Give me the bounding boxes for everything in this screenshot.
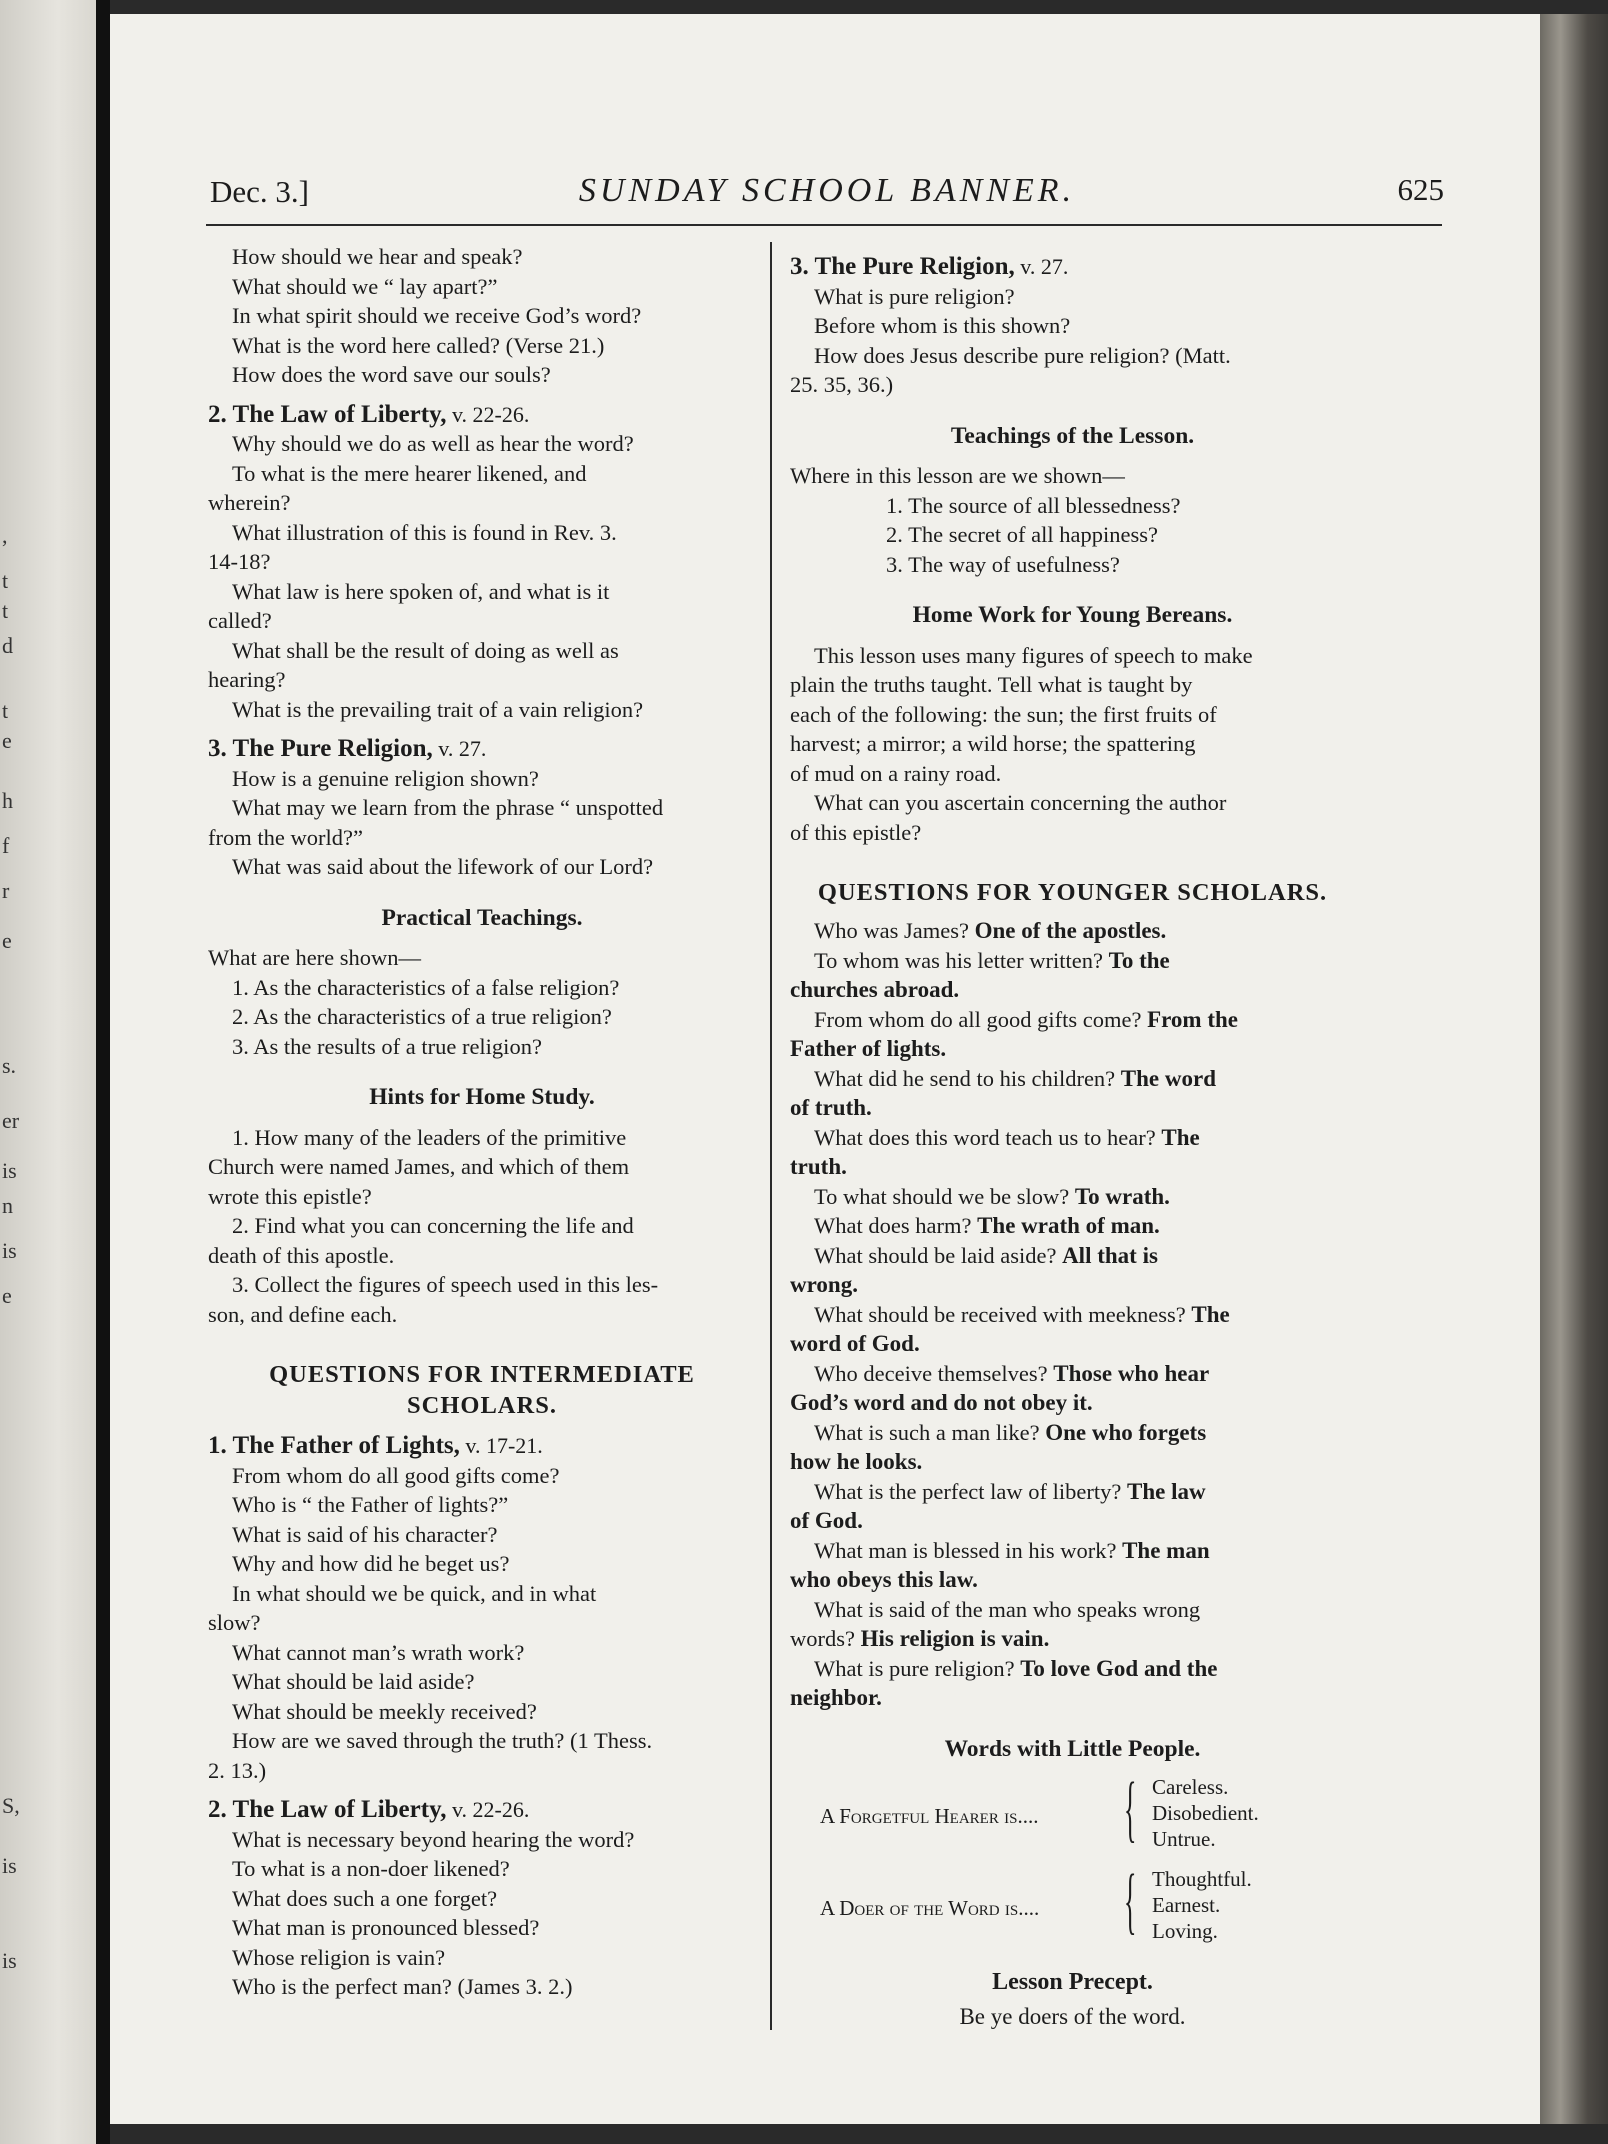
- question-answer-line: [790, 1241, 1355, 1271]
- question-line: What may we learn from the phrase “ unspotted: [232, 795, 664, 820]
- question-answer-line: [790, 1300, 1355, 1330]
- brace-item: Thoughtful.: [1152, 1867, 1252, 1891]
- question-line: What was said about the lifework of our Lord?: [232, 854, 654, 879]
- answer-text: One who forgets: [1045, 1419, 1207, 1445]
- continuation-line: called?: [208, 608, 272, 633]
- left-column: [208, 242, 756, 2002]
- question-answer-line: [790, 1536, 1355, 1566]
- header-title: SUNDAY SCHOOL BANNER.: [578, 172, 1076, 209]
- question-answer-line: [790, 1359, 1355, 1389]
- answer-line: churches abroad.: [790, 977, 960, 1002]
- section-name: 1. The Father of Lights,: [208, 1432, 460, 1459]
- continuation-line: harvest; a mirror; a wild horse; the spattering: [790, 731, 1196, 756]
- question-line: How does the word save our souls?: [232, 362, 551, 387]
- numbered-item: 2. The secret of all happiness?: [886, 522, 1158, 547]
- section-name: 2. The Law of Liberty,: [208, 1796, 447, 1823]
- page-stack-edge: [1540, 14, 1608, 2124]
- margin-fragment: S,: [2, 1793, 20, 1818]
- page-number: 625: [1397, 172, 1444, 207]
- brace-symbol: {: [1124, 1860, 1137, 1942]
- answer-line: word of God.: [790, 1331, 920, 1356]
- margin-fragment: er: [2, 1108, 20, 1133]
- continuation-line: plain the truths taught. Tell what is taught by: [790, 672, 1193, 697]
- numbered-item: 1. The source of all blessedness?: [886, 492, 1181, 518]
- question-text: words?: [790, 1626, 855, 1651]
- margin-fragment: h: [2, 788, 13, 813]
- header-date: Dec. 3.]: [210, 174, 309, 209]
- answer-text: His religion is vain.: [860, 1626, 1050, 1651]
- question-line: How should we hear and speak?: [232, 244, 523, 269]
- continuation-line: hearing?: [208, 667, 286, 692]
- answer-line: of God.: [790, 1508, 863, 1533]
- continuation-line: wherein?: [208, 490, 291, 515]
- question-line: What is the word here called? (Verse 21.): [232, 332, 605, 358]
- margin-fragment: ,: [2, 523, 8, 548]
- section-heading: Practical Teachings.: [381, 904, 583, 931]
- margin-fragment: is: [2, 1158, 17, 1183]
- section-name: 2. The Law of Liberty,: [208, 400, 447, 428]
- question-answer-line: [790, 916, 1355, 946]
- question-line: To what is a non-doer likened?: [232, 1856, 510, 1881]
- question-line: In what spirit should we receive God’s word?: [232, 303, 642, 328]
- answer-text: To wrath.: [1074, 1183, 1170, 1209]
- margin-fragment: e: [2, 728, 12, 753]
- question-line: How is a genuine religion shown?: [232, 765, 539, 791]
- question-line: Who is the perfect man? (James 3. 2.): [232, 1974, 573, 1999]
- question-answer-line: [790, 1123, 1355, 1153]
- section-heading: Home Work for Young Bereans.: [912, 602, 1233, 628]
- previous-page-edge: [0, 0, 96, 2144]
- margin-fragment: n: [2, 1193, 13, 1218]
- answer-text: The word: [1120, 1065, 1216, 1091]
- brace-row: [790, 1768, 1355, 1856]
- answer-text: The: [1191, 1301, 1230, 1327]
- document-page: [110, 14, 1540, 2124]
- question-text: What is pure religion?: [814, 1655, 1015, 1681]
- question-text: From whom do all good gifts come?: [814, 1006, 1142, 1032]
- question-line: What is said of his character?: [232, 1521, 498, 1547]
- column-divider: [770, 242, 772, 2030]
- margin-fragment: is: [2, 1238, 17, 1263]
- verse-reference: v. 22-26.: [446, 1797, 530, 1822]
- verse-reference: v. 22-26.: [446, 401, 530, 427]
- section-title: [208, 400, 756, 430]
- answer-line: how he looks.: [790, 1449, 923, 1474]
- lesson-precept-title: Lesson Precept.: [992, 1969, 1153, 1995]
- answer-text: From the: [1147, 1006, 1239, 1032]
- answer-text: To the: [1108, 947, 1170, 973]
- header-rule: [206, 224, 1442, 226]
- brace-label: A Forgetful Hearer is....: [820, 1804, 1039, 1828]
- verse-reference: v. 27.: [432, 736, 487, 761]
- question-answer-line: [790, 1624, 1355, 1654]
- answer-line: God’s word and do not obey it.: [790, 1390, 1093, 1415]
- question-line: What is said of the man who speaks wrong: [814, 1596, 1201, 1622]
- question-line: What cannot man’s wrath work?: [232, 1639, 525, 1665]
- questions-heading: QUESTIONS FOR INTERMEDIATE SCHOLARS.: [269, 1361, 695, 1419]
- brace-item: Disobedient.: [1152, 1801, 1259, 1825]
- question-line: How are we saved through the truth? (1 Thess.: [232, 1728, 653, 1753]
- question-line: Before whom is this shown?: [814, 313, 1071, 338]
- continuation-line: What are here shown—: [208, 945, 422, 970]
- lesson-precept-text: Be ye doers of the word.: [959, 2003, 1186, 2029]
- question-line: What is necessary beyond hearing the word?: [232, 1826, 635, 1852]
- section-name: 3. The Pure Religion,: [790, 253, 1015, 280]
- question-line: What should be laid aside?: [232, 1669, 475, 1694]
- question-line: What should we “ lay apart?”: [232, 273, 498, 299]
- question-line: What law is here spoken of, and what is it: [232, 578, 610, 604]
- section-heading: Hints for Home Study.: [369, 1084, 595, 1110]
- margin-fragment: t: [2, 698, 9, 723]
- question-line: What man is pronounced blessed?: [232, 1915, 540, 1940]
- numbered-item: 1. As the characteristics of a false religion?: [232, 974, 620, 1000]
- numbered-item: 3. As the results of a true religion?: [232, 1033, 542, 1059]
- question-answer-line: [790, 1211, 1355, 1241]
- answer-text: One of the apostles.: [974, 918, 1167, 943]
- question-line: 1. How many of the leaders of the primitive: [232, 1124, 627, 1150]
- brace-item: Loving.: [1152, 1919, 1218, 1943]
- right-column: [790, 242, 1355, 2031]
- question-text: What should be received with meekness?: [814, 1301, 1186, 1327]
- question-line: What can you ascertain concerning the author: [814, 790, 1227, 815]
- answer-text: The law: [1127, 1478, 1206, 1504]
- questions-heading: QUESTIONS FOR YOUNGER SCHOLARS.: [817, 879, 1328, 906]
- continuation-line: slow?: [208, 1610, 261, 1635]
- brace-items: [1152, 1866, 1252, 1944]
- verse-reference: v. 17-21.: [459, 1433, 543, 1458]
- verse-reference: v. 27.: [1014, 254, 1069, 279]
- answer-line: who obeys this law.: [790, 1567, 978, 1592]
- question-text: To whom was his letter written?: [814, 947, 1103, 973]
- answer-text: The: [1161, 1124, 1200, 1150]
- margin-fragment: e: [2, 928, 12, 953]
- answer-line: Father of lights.: [790, 1036, 947, 1061]
- question-line: In what should we be quick, and in what: [232, 1580, 597, 1606]
- continuation-line: son, and define each.: [208, 1301, 398, 1327]
- section-title: [208, 1431, 756, 1461]
- question-line: What shall be the result of doing as well as: [232, 637, 619, 663]
- question-text: What is such a man like?: [814, 1419, 1040, 1445]
- words-little-people-table: [790, 1768, 1355, 1948]
- section-heading: Teachings of the Lesson.: [950, 422, 1195, 449]
- continuation-line: from the world?”: [208, 824, 363, 850]
- answer-text: The wrath of man.: [977, 1213, 1160, 1238]
- brace-item: Careless.: [1152, 1775, 1229, 1799]
- question-line: 2. Find what you can concerning the life and: [232, 1213, 634, 1238]
- question-line: How does Jesus describe pure religion? (Matt.: [814, 342, 1231, 368]
- question-answer-line: [790, 1654, 1355, 1684]
- right-column-text: [790, 252, 1355, 1764]
- question-text: What does harm?: [814, 1213, 972, 1238]
- continuation-line: of mud on a rainy road.: [790, 760, 1002, 786]
- brace-symbol: {: [1124, 1768, 1137, 1850]
- margin-fragment: f: [2, 833, 10, 858]
- continuation-line: 2. 13.): [208, 1757, 267, 1783]
- question-text: Who deceive themselves?: [814, 1360, 1048, 1386]
- continuation-line: death of this apostle.: [208, 1242, 395, 1268]
- book-gutter: [96, 0, 110, 2144]
- section-title: [208, 1795, 756, 1825]
- brace-item: Earnest.: [1152, 1893, 1221, 1917]
- margin-fragment: s.: [2, 1053, 17, 1078]
- question-answer-line: [790, 1064, 1355, 1094]
- continuation-line: 14-18?: [208, 549, 271, 574]
- question-text: What man is blessed in his work?: [814, 1537, 1117, 1563]
- continuation-line: each of the following: the sun; the first fruits of: [790, 701, 1217, 727]
- question-line: What should be meekly received?: [232, 1698, 537, 1724]
- question-line: Who is “ the Father of lights?”: [232, 1492, 509, 1517]
- question-line: What is the prevailing trait of a vain religion?: [232, 696, 644, 722]
- margin-fragment: t: [2, 598, 9, 623]
- margin-fragment: t: [2, 568, 9, 593]
- page-header: [210, 166, 1444, 220]
- section-title: [208, 734, 756, 764]
- answer-line: wrong.: [790, 1272, 858, 1297]
- question-line: Why and how did he beget us?: [232, 1551, 510, 1576]
- question-answer-line: [790, 946, 1355, 976]
- question-line: Why should we do as well as hear the word?: [232, 431, 634, 456]
- margin-fragment: is: [2, 1948, 17, 1973]
- question-text: What is the perfect law of liberty?: [814, 1478, 1122, 1504]
- margin-fragment: r: [2, 878, 10, 903]
- brace-item: Untrue.: [1152, 1827, 1216, 1851]
- question-line: What illustration of this is found in Rev. 3.: [232, 519, 617, 545]
- question-text: To what should we be slow?: [814, 1183, 1070, 1209]
- section-title: [790, 252, 1355, 282]
- answer-text: Those who hear: [1053, 1360, 1210, 1386]
- continuation-line: Where in this lesson are we shown—: [790, 463, 1125, 488]
- question-line: What does such a one forget?: [232, 1885, 498, 1911]
- answer-line: truth.: [790, 1154, 847, 1179]
- section-name: 3. The Pure Religion,: [208, 735, 433, 762]
- question-line: To what is the mere hearer likened, and: [232, 460, 587, 486]
- question-text: Who was James?: [814, 918, 969, 943]
- question-answer-line: [790, 1477, 1355, 1507]
- numbered-item: 3. The way of usefulness?: [886, 551, 1120, 577]
- section-heading: Words with Little People.: [944, 1735, 1201, 1762]
- question-line: 3. Collect the figures of speech used in this les-: [232, 1272, 659, 1297]
- continuation-line: 25. 35, 36.): [790, 372, 894, 397]
- continuation-line: of this epistle?: [790, 819, 922, 845]
- question-text: What does this word teach us to hear?: [814, 1124, 1156, 1150]
- brace-items: [1152, 1774, 1259, 1852]
- answer-text: All that is: [1062, 1242, 1158, 1268]
- margin-fragment: d: [2, 633, 13, 658]
- question-line: Whose religion is vain?: [232, 1944, 446, 1970]
- answer-line: neighbor.: [790, 1685, 882, 1710]
- brace-label: A Doer of the Word is....: [820, 1896, 1040, 1920]
- question-text: What should be laid aside?: [814, 1242, 1057, 1268]
- question-answer-line: [790, 1182, 1355, 1212]
- continuation-line: Church were named James, and which of them: [208, 1154, 630, 1179]
- margin-fragment: e: [2, 1283, 12, 1308]
- answer-text: The man: [1122, 1537, 1210, 1563]
- question-answer-line: [790, 1418, 1355, 1448]
- margin-fragment: is: [2, 1853, 17, 1878]
- answer-line: of truth.: [790, 1095, 872, 1120]
- question-text: What did he send to his children?: [814, 1065, 1116, 1091]
- question-answer-line: [790, 1005, 1355, 1035]
- question-line: From whom do all good gifts come?: [232, 1462, 560, 1488]
- continuation-line: wrote this epistle?: [208, 1183, 372, 1209]
- answer-text: To love God and the: [1020, 1655, 1218, 1681]
- question-line: What is pure religion?: [814, 283, 1015, 309]
- numbered-item: 2. As the characteristics of a true religion?: [232, 1004, 612, 1029]
- question-line: This lesson uses many figures of speech to make: [814, 642, 1253, 668]
- brace-row: [790, 1860, 1355, 1948]
